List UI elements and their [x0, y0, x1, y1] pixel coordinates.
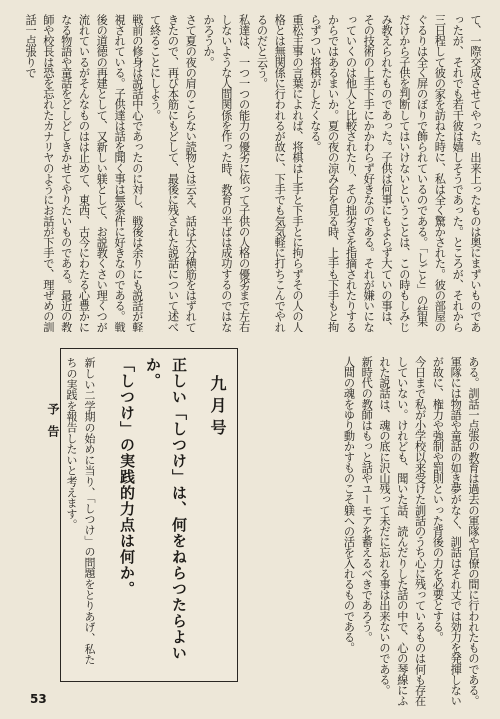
- notice-headline: 正しい「しつけ」は、何をねらつたらよいか。 「しつけ」の実践的力点は何か。: [118, 357, 188, 661]
- next-issue-notice-box: [46, 348, 238, 682]
- notice-label: 予告: [46, 403, 60, 447]
- page-number: 53: [30, 692, 47, 706]
- article-text-lower: ある。訓話一点張の教育は過去の軍隊や官僚の間に行われたものである。軍隊には物語や童話の如き夢がなく、訓話はそれ丈では効力を発揮しないが故に、権力や強制や罰則といった背後の力を必要とする。 今日まで私が小学校以来受けた訓話のうち心に残っているものは何も存在していない。けれども、聞いた話、読んだりした話の中で、心の琴線にふれた説話は、魂の底に沢山残って未だに忘れる事は出来ないのである。 新時代の教師はもっと話やユーモアを蓄えるべきであろう。 人間の魂をゆり動かすものこそ躾への活を入れるものである。: [342, 356, 480, 706]
- notice-title: 九月号: [208, 375, 227, 441]
- article-text-upper: て、一際交成させてやった。出来上ったものは奥にまずいものであったが、それでも若干彼は嬉しそうであった。ところが、それから三日程して彼の家を訪ねた時に、私は全く驚かされた。彼の部屋のぐるりは全く屏のぼりで飾られているのである。「しごと」の結果だけから子供を判断してはいけないということは、この時もしみじみ教えられたものであった。子供は何事にもよらず大ていの事は、その技術の上手下手にかかわらず好きなのである。それが嫌いになっていくのは他人と比較されたり、その拙劣さを指摘されたりするからではあるまいか。夏の夜の涼み台を見る時、上手も下手もと拘らずつい将棋がしたくなる。 重松主事の言葉によれば、将棋は上手と下手とに拘らずその人の人格とは無関係に行われるが故に、下手でも気気軽に打ちこんでやれるのだと云う。 私達は、一つ一つの能力の優劣に依って子供の人格の優劣まで左右しないような人間関係を作った時、教育の半ばは成功するのではなかろうか。 さて夏の夜の肩のこらない読物とは云え、話は大分横筋をはずれてきたので、再び本筋にもどして、最後に残された説話について述べて終ることにしよう。 戦前の修身は説話中心であったのに対し、戦後は余りにも説話が軽視されている。子供達は話を聞く事は無条件に好きなのである。戦後の道徳の再建として、又新しい躾として、お説教くさい理くつが流れているがそんなものはは止めて、東西、古今にわたる心豊かになる物語や童話をどしどしきかせてやりたいものである。最近の教師や校長は恐を忘れたカナリヤのようにお話が下手で、理ぜめの訓話一点張りで: [24, 14, 482, 332]
- notice-body: 新しい二学期の始めに当り、「しつけ」の問題をとりあげ、私たちの実践を報告したいと考えます。: [65, 357, 96, 665]
